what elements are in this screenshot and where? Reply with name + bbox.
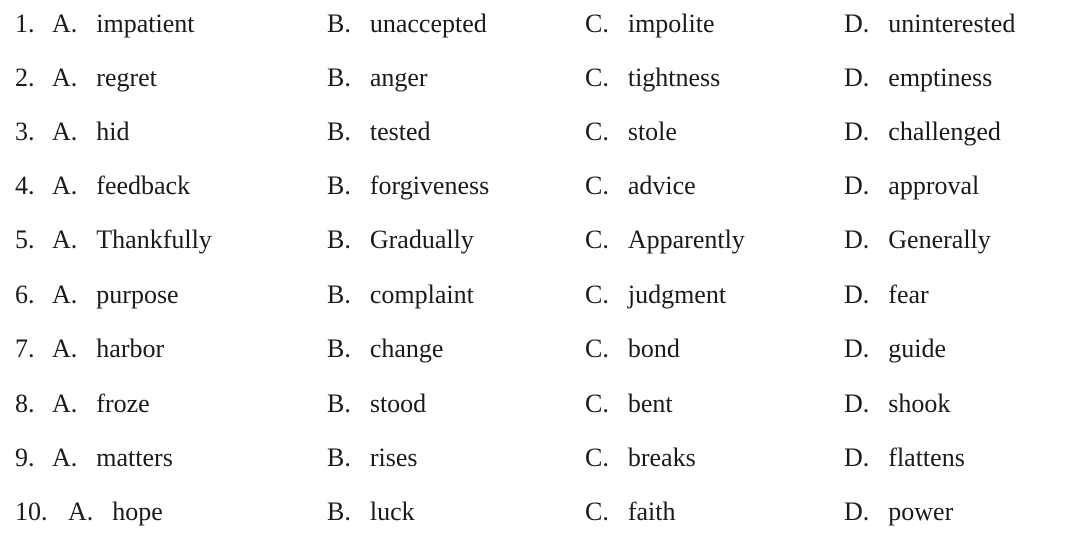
option-word: tested: [369, 117, 431, 146]
question-row-2: [0, 58, 1080, 98]
option-c: [585, 166, 696, 206]
option-b: [327, 58, 428, 98]
option-b: [327, 438, 418, 478]
option-word: bond: [627, 334, 680, 363]
option-c: [585, 58, 720, 98]
option-letter: B.: [327, 389, 351, 418]
option-word: anger: [369, 63, 428, 92]
option-c: [585, 329, 680, 369]
option-a: [52, 112, 130, 152]
option-word: matters: [96, 443, 173, 472]
option-c: [585, 112, 677, 152]
option-letter: B.: [327, 171, 351, 200]
option-c: [585, 220, 745, 260]
question-number: 4.: [15, 171, 35, 200]
option-word: Gradually: [369, 225, 474, 254]
option-word: luck: [369, 497, 415, 526]
option-word: faith: [627, 497, 676, 526]
question-row-6: [0, 275, 1080, 315]
question-row-5: [0, 220, 1080, 260]
option-a: [52, 220, 212, 260]
option-b: [327, 166, 489, 206]
option-letter: D.: [844, 389, 870, 418]
option-d: [844, 438, 965, 478]
option-letter: C.: [585, 497, 609, 526]
option-letter: D.: [844, 171, 870, 200]
option-letter: A.: [52, 225, 78, 254]
option-b: [327, 220, 474, 260]
option-d: [844, 329, 946, 369]
option-c: [585, 384, 673, 424]
question-row-10: [0, 492, 1080, 532]
option-letter: A.: [52, 9, 78, 38]
option-a: [52, 438, 173, 478]
option-letter: C.: [585, 334, 609, 363]
option-word: challenged: [888, 117, 1001, 146]
option-letter: A.: [68, 497, 94, 526]
option-letter: D.: [844, 443, 870, 472]
option-letter: D.: [844, 497, 870, 526]
option-a: [52, 329, 164, 369]
option-a: [52, 4, 194, 44]
option-c: [585, 4, 715, 44]
option-word: uninterested: [888, 9, 1016, 38]
option-c: [585, 492, 676, 532]
option-d: [844, 275, 929, 315]
option-letter: C.: [585, 389, 609, 418]
option-word: stood: [369, 389, 427, 418]
question-number: 10.: [15, 497, 48, 526]
option-d: [844, 492, 953, 532]
option-a: [52, 275, 179, 315]
question-row-4: [0, 166, 1080, 206]
question-row-7: [0, 329, 1080, 369]
option-b: [327, 329, 443, 369]
question-number: 7.: [15, 334, 35, 363]
option-letter: D.: [844, 63, 870, 92]
option-b: [327, 4, 487, 44]
option-word: Generally: [888, 225, 991, 254]
option-c: [585, 438, 696, 478]
option-b: [327, 112, 431, 152]
option-word: flattens: [888, 443, 965, 472]
option-word: bent: [627, 389, 673, 418]
option-letter: A.: [52, 443, 78, 472]
option-letter: C.: [585, 117, 609, 146]
option-word: Apparently: [627, 225, 745, 254]
option-word: harbor: [96, 334, 165, 363]
option-letter: B.: [327, 280, 351, 309]
option-word: stole: [627, 117, 677, 146]
option-a: [52, 384, 150, 424]
option-a: [68, 492, 163, 532]
option-d: [844, 384, 950, 424]
option-word: emptiness: [888, 63, 993, 92]
option-letter: C.: [585, 443, 609, 472]
option-word: hid: [96, 117, 130, 146]
option-word: hope: [112, 497, 163, 526]
option-letter: B.: [327, 443, 351, 472]
option-letter: B.: [327, 497, 351, 526]
option-word: judgment: [627, 280, 727, 309]
option-word: froze: [96, 389, 150, 418]
question-number: 2.: [15, 63, 35, 92]
option-letter: D.: [844, 334, 870, 363]
option-word: advice: [627, 171, 696, 200]
option-b: [327, 275, 474, 315]
option-word: impatient: [96, 9, 195, 38]
option-letter: B.: [327, 225, 351, 254]
option-letter: C.: [585, 171, 609, 200]
option-letter: B.: [327, 117, 351, 146]
option-word: forgiveness: [369, 171, 490, 200]
option-letter: A.: [52, 334, 78, 363]
option-c: [585, 275, 726, 315]
question-number: 1.: [15, 9, 35, 38]
option-letter: C.: [585, 280, 609, 309]
option-word: change: [369, 334, 444, 363]
question-number: 3.: [15, 117, 35, 146]
question-number: 8.: [15, 389, 35, 418]
option-word: unaccepted: [369, 9, 487, 38]
option-word: impolite: [627, 9, 715, 38]
option-letter: C.: [585, 9, 609, 38]
question-number: 5.: [15, 225, 35, 254]
option-word: approval: [888, 171, 980, 200]
option-letter: D.: [844, 280, 870, 309]
option-word: feedback: [96, 171, 191, 200]
option-word: fear: [888, 280, 929, 309]
option-letter: A.: [52, 117, 78, 146]
option-word: regret: [96, 63, 157, 92]
option-letter: B.: [327, 9, 351, 38]
option-word: rises: [369, 443, 418, 472]
question-row-9: [0, 438, 1080, 478]
option-word: Thankfully: [96, 225, 212, 254]
option-b: [327, 384, 426, 424]
option-letter: A.: [52, 389, 78, 418]
option-b: [327, 492, 415, 532]
question-row-3: [0, 112, 1080, 152]
option-letter: C.: [585, 63, 609, 92]
option-word: power: [888, 497, 954, 526]
option-word: purpose: [96, 280, 179, 309]
option-word: tightness: [627, 63, 721, 92]
option-d: [844, 220, 991, 260]
option-a: [52, 58, 157, 98]
option-letter: A.: [52, 63, 78, 92]
option-letter: D.: [844, 225, 870, 254]
option-letter: D.: [844, 9, 870, 38]
option-letter: B.: [327, 63, 351, 92]
question-row-8: [0, 384, 1080, 424]
option-letter: A.: [52, 280, 78, 309]
option-letter: D.: [844, 117, 870, 146]
option-word: complaint: [369, 280, 474, 309]
option-letter: C.: [585, 225, 609, 254]
option-word: breaks: [627, 443, 696, 472]
question-row-1: [0, 4, 1080, 44]
option-letter: B.: [327, 334, 351, 363]
option-d: [844, 4, 1015, 44]
option-word: guide: [888, 334, 947, 363]
option-d: [844, 58, 992, 98]
option-d: [844, 166, 979, 206]
option-d: [844, 112, 1001, 152]
option-word: shook: [888, 389, 951, 418]
question-number: 9.: [15, 443, 35, 472]
question-number: 6.: [15, 280, 35, 309]
option-a: [52, 166, 190, 206]
option-letter: A.: [52, 171, 78, 200]
